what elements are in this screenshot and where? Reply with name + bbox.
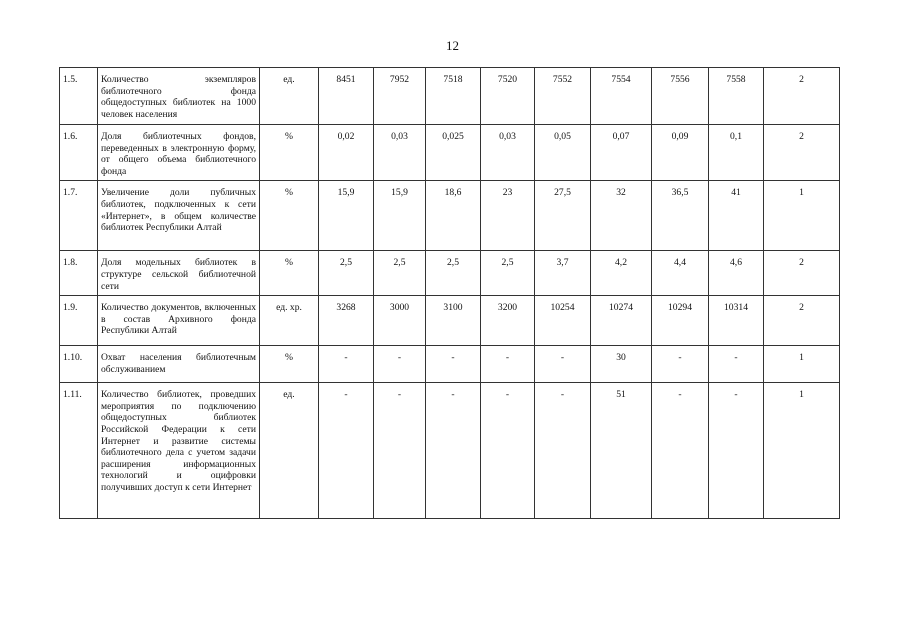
last-column-cell: 1 (764, 383, 840, 519)
value-cell: 7556 (652, 68, 709, 125)
value-cell: - (426, 383, 481, 519)
value-cell: 2,5 (374, 251, 426, 296)
indicator-name-cell: Доля библиотечных фондов, переведенных в электронную форму, от общего объема библиотечного фонда (98, 125, 260, 181)
value-cell: - (709, 346, 764, 383)
row-number-cell: 1.6. (60, 125, 98, 181)
value-cell: 3268 (319, 296, 374, 346)
value-cell: 10274 (591, 296, 652, 346)
indicators-table (59, 67, 840, 519)
table-row (60, 181, 840, 251)
row-number-cell: 1.7. (60, 181, 98, 251)
last-column-cell: 1 (764, 346, 840, 383)
indicator-name-cell: Количество библиотек, проведших мероприятия по подключению общедоступных библиотек Российской Федерации к сети Интернет и развитие системы библиотечного дела с учетом задачи расширения информационных технологий и оцифровки получивших доступ к сети Интернет (98, 383, 260, 519)
value-cell: 0,025 (426, 125, 481, 181)
value-cell: - (481, 346, 535, 383)
row-number-cell: 1.5. (60, 68, 98, 125)
value-cell: 3000 (374, 296, 426, 346)
indicator-name-cell: Доля модельных библиотек в структуре сельской библиотечной сети (98, 251, 260, 296)
table-body (60, 68, 840, 519)
value-cell: 10294 (652, 296, 709, 346)
last-column-cell: 2 (764, 296, 840, 346)
value-cell: 4,6 (709, 251, 764, 296)
value-cell: - (709, 383, 764, 519)
unit-cell: % (260, 125, 319, 181)
row-number-cell: 1.9. (60, 296, 98, 346)
value-cell: - (374, 383, 426, 519)
value-cell: 15,9 (319, 181, 374, 251)
unit-cell: ед. хр. (260, 296, 319, 346)
value-cell: 3100 (426, 296, 481, 346)
value-cell: 0,07 (591, 125, 652, 181)
table-row (60, 346, 840, 383)
last-column-cell: 1 (764, 181, 840, 251)
value-cell: 3,7 (535, 251, 591, 296)
value-cell: 7558 (709, 68, 764, 125)
last-column-cell: 2 (764, 125, 840, 181)
indicator-name-cell: Охват населения библиотечным обслуживанием (98, 346, 260, 383)
value-cell: 2,5 (481, 251, 535, 296)
value-cell: - (535, 383, 591, 519)
value-cell: 51 (591, 383, 652, 519)
value-cell: 18,6 (426, 181, 481, 251)
value-cell: 10254 (535, 296, 591, 346)
table-row (60, 251, 840, 296)
table-row (60, 125, 840, 181)
value-cell: 30 (591, 346, 652, 383)
value-cell: 0,1 (709, 125, 764, 181)
value-cell: 2,5 (319, 251, 374, 296)
row-number-cell: 1.8. (60, 251, 98, 296)
value-cell: 2,5 (426, 251, 481, 296)
indicator-name-cell: Количество документов, включенных в состав Архивного фонда Республики Алтай (98, 296, 260, 346)
last-column-cell: 2 (764, 68, 840, 125)
indicator-name-cell: Увеличение доли публичных библиотек, подключенных к сети «Интернет», в общем количестве библиотек Республики Алтай (98, 181, 260, 251)
value-cell: 7952 (374, 68, 426, 125)
unit-cell: % (260, 181, 319, 251)
value-cell: 0,03 (481, 125, 535, 181)
value-cell: - (652, 346, 709, 383)
table-row (60, 296, 840, 346)
unit-cell: % (260, 251, 319, 296)
page-number: 12 (446, 38, 459, 53)
value-cell: 41 (709, 181, 764, 251)
value-cell: 8451 (319, 68, 374, 125)
value-cell: 0,09 (652, 125, 709, 181)
table-row (60, 383, 840, 519)
value-cell: - (652, 383, 709, 519)
value-cell: 27,5 (535, 181, 591, 251)
value-cell: 32 (591, 181, 652, 251)
unit-cell: ед. (260, 68, 319, 125)
value-cell: 0,02 (319, 125, 374, 181)
value-cell: 7518 (426, 68, 481, 125)
value-cell: 36,5 (652, 181, 709, 251)
table-row (60, 68, 840, 125)
value-cell: - (319, 383, 374, 519)
value-cell: 10314 (709, 296, 764, 346)
value-cell: 4,2 (591, 251, 652, 296)
unit-cell: % (260, 346, 319, 383)
value-cell: - (426, 346, 481, 383)
value-cell: 7552 (535, 68, 591, 125)
value-cell: 7520 (481, 68, 535, 125)
value-cell: - (481, 383, 535, 519)
value-cell: 4,4 (652, 251, 709, 296)
value-cell: 0,05 (535, 125, 591, 181)
value-cell: 7554 (591, 68, 652, 125)
last-column-cell: 2 (764, 251, 840, 296)
value-cell: - (535, 346, 591, 383)
value-cell: - (319, 346, 374, 383)
unit-cell: ед. (260, 383, 319, 519)
indicator-name-cell: Количество экземпляров библиотечного фонда общедоступных библиотек на 1000 человек населения (98, 68, 260, 125)
value-cell: - (374, 346, 426, 383)
value-cell: 0,03 (374, 125, 426, 181)
value-cell: 15,9 (374, 181, 426, 251)
value-cell: 23 (481, 181, 535, 251)
row-number-cell: 1.10. (60, 346, 98, 383)
row-number-cell: 1.11. (60, 383, 98, 519)
value-cell: 3200 (481, 296, 535, 346)
